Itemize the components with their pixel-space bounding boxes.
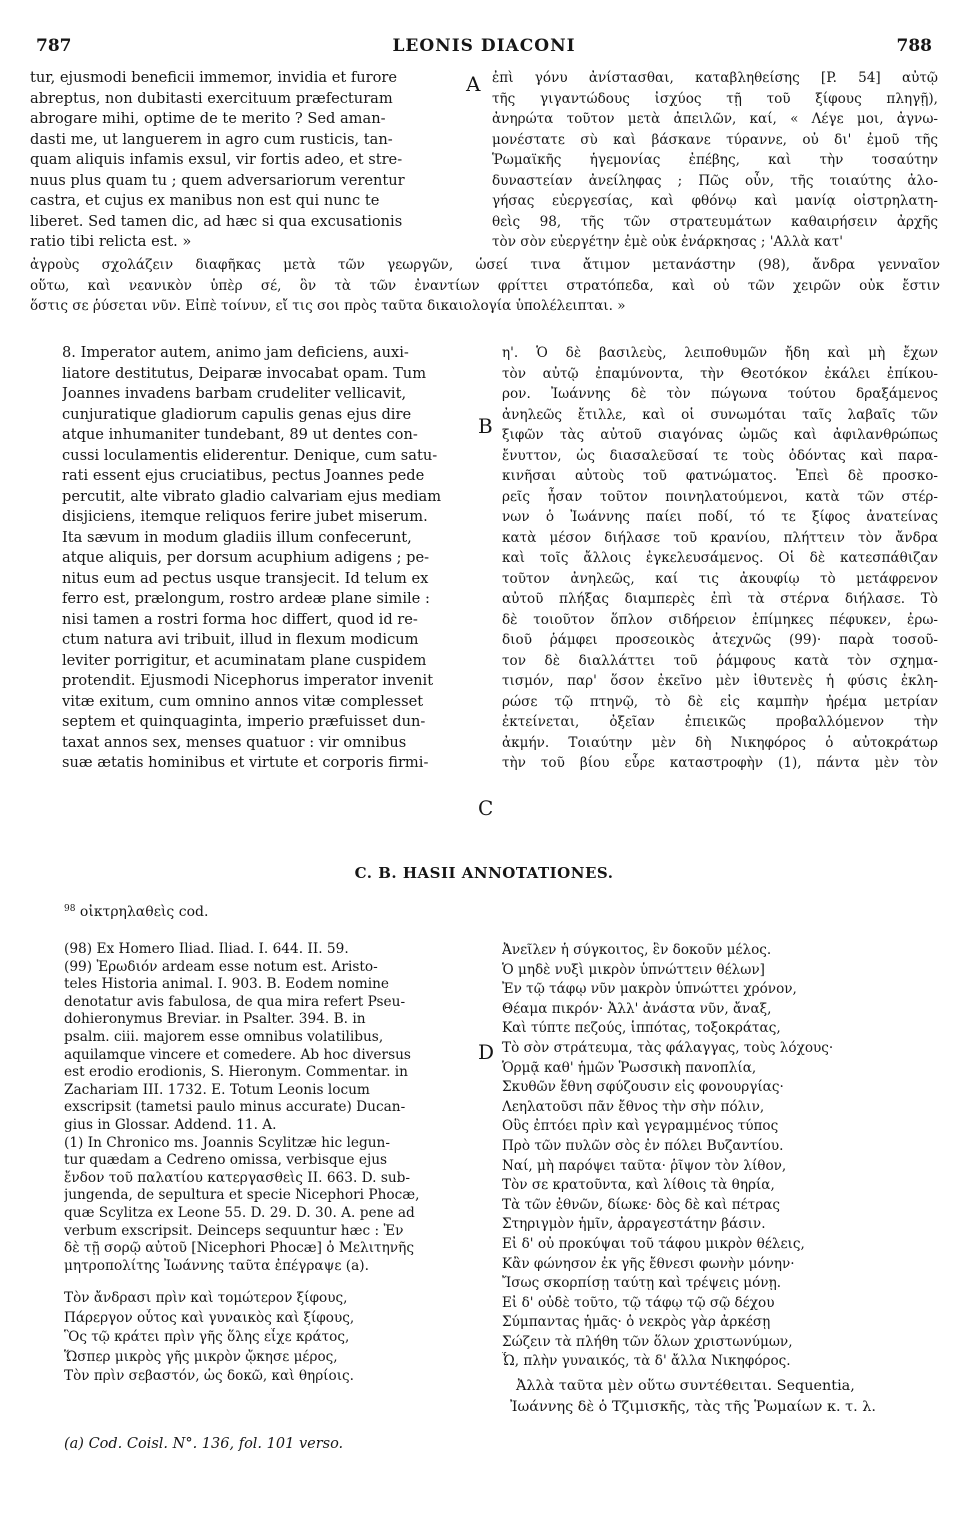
text-line: ξιφῶν τὰς αὐτοῦ σιαγόνας ὠμῶς καὶ ἀφιλανθρώπως [502,427,938,443]
text-line: verbum exscripsit. Deinceps sequuntur hæc : Ἐν [64,1222,404,1239]
text-line: Ita sævum in modum gladiis illum confecerunt, [62,528,412,546]
text-line: ἀνηρώτα τοῦτον μετὰ ἀπειλῶν, καί, « Λέγε μοι, ἀγνω- [492,111,938,127]
text-line: suæ ætatis hominibus et virtute et corporis firmi- [62,754,429,771]
text-line: διοῦ ῥάμφει προσεοικὸς ἀτεχνῶς (99)· παρὰ τοσοῦ- [502,632,938,648]
text-line: (99) Ἐρωδιόν ardeam esse notum est. Aristo- [64,958,378,975]
text-line: vitæ exitum, cum omnino annos vitæ complesset [62,692,424,710]
poem-line: Ναί, μὴ παρόψει ταῦτα· ῥῖψον τὸν λίθον, [502,1157,787,1174]
text-line: ἔνυττον, ὡς διασαλεῦσαί τε τοὺς ὀδόντας καὶ παρα- [502,447,938,464]
poem-line: Τὸ σὸν στράτευμα, τὰς φάλαγγας, τοὺς λόχους· [502,1039,834,1056]
text-line: nisi tamen a rostri forma hoc differt, quod id re- [62,610,418,628]
text-line: αὐτοῦ πλήξας διαμπερὲς ἐπὶ τὰ στέρνα διήλασε. Τὸ [502,591,938,607]
text-line: τὸν σὸν εὐεργέτην ἐμὲ οὐκ ἐνάρκησας ; 'Αλλὰ κατ' [492,234,843,250]
annotations-title: C. B. HASII ANNOTATIONES. [354,864,614,882]
text-line: η'. Ὁ δὲ βασιλεὺς, λειποθυμῶν ἤδη καὶ μὴ ἔχων [502,345,938,361]
text-line: θεὶς 98, τῆς τῶν στρατευμάτων καθαιρήσειν ἀρχῆς [492,213,938,230]
text-line: tur, ejusmodi beneficii immemor, invidia et furore [30,69,398,86]
text-line: ἐπὶ γόνυ ἀνίστασθαι, καταβληθείσης [P. 54] αὐτῷ [492,70,938,86]
poem-line: Ἐν τῷ τάφῳ νῦν μακρὸν ὑπνώττει χρόνον, [502,981,797,998]
text-line: κινῆσαι αὐτοὺς τοῦ φατνώματος. Ἐπεὶ δὲ προσκο- [502,468,938,484]
text-line: ρώσε τῷ πτηνῷ, τὸ δὲ εἰς καμπὴν ἠρέμα μετρίαν [502,693,938,710]
text-line: dasti me, ut languerem in agro cum rusticis, tan- [30,130,393,148]
text-line: μονέστατε σὺ καὶ βάσκανε τύραννε, οὐ δι' ἐμοῦ τῆς [492,131,938,148]
text-line: τον δὲ διαλλάττει τοῦ ῥάμφους κατὰ τὸν σχημα- [502,652,938,669]
text-line: abrogare mihi, optime de te merito ? Sed aman- [30,110,386,127]
page-number-right: 788 [896,36,932,56]
greek-full-width-block [30,255,940,317]
text-line: (1) In Chronico ms. Joannis Scylitzæ hic legun- [64,1134,390,1151]
text-line: atque aliquis, per dorsum acuphium adigens ; pe- [62,549,430,566]
text-line: νων ὁ Ἰωάννης παίει ποδί, τό τε ξίφος ἀνατείνας [502,509,938,525]
running-title: LEONIS DIACONI [392,36,576,56]
text-line: ἔνδον τοῦ παλατίου κατεργασθεὶς II. 663. D. sub- [64,1169,411,1186]
poem-line: Σώζειν τὰ πλήθη τῶν ὅλων χριστωνύμων, [502,1333,793,1350]
text-line: Joannes invadens barbam crudeliter vellicavit, [62,385,407,402]
source-note: (a) Cod. Coisl. N°. 136, fol. 101 verso. [64,1436,344,1452]
poem-line: Ὁρμᾷ καθ' ἡμῶν Ῥωσσικὴ πανοπλία, [502,1059,757,1076]
text-line: (98) Ex Homero Iliad. Iliad. I. 644. II. 59. [64,941,349,957]
text-line: liatore destitutus, Deiparæ invocabat opam. Tum [62,364,427,382]
footnote-text: οἰκτρηλαθεὶς cod. [79,904,209,920]
text-line: taxat annos sex, menses quatuor : vir omnibus [62,733,407,751]
annotations-latin [64,941,472,1275]
text-line: γήσας εὐεργεσίας, καὶ φθόνῳ καὶ μανίᾳ οἰστρηλατη- [492,193,938,209]
poem-line: Ὥσπερ μικρὸς γῆς μικρὸν ᾤκησε μέρος, [64,1348,338,1365]
text-line: rati essent ejus cruciatibus, pectus Joannes pede [62,467,425,484]
footnote-number: 98 [64,904,76,914]
text-line: καὶ τοῖς ἄλλοις ἐγκελευσάμενος. Οἱ δὲ κατεσπάθιζαν [502,550,938,566]
text-line: ἀκμήν. Τοιαύτην μὲν δὴ Νικηφόρος ὁ αὐτοκράτωρ [502,734,938,751]
margin-letter-c: C [478,796,494,820]
poem-line: Ἴσως σκορπίσῃ ταύτῃ καὶ τρέψεις μόνῃ. [502,1275,782,1292]
margin-letter-a: A [466,72,481,96]
text-line: est erodio erodionis, S. Hieronym. Commentar. in [64,1064,408,1081]
text-line: δὲ τῇ σορῷ αὐτοῦ [Nicephori Phocæ] ὁ Μελιτηνῆς [64,1240,414,1257]
text-line: μητροπολίτης Ἰωάννης ταῦτα ἐπέγραψε (a). [64,1257,369,1274]
poem-line: Στηριγμὸν ἡμῖν, ἀρραγεστάτην βάσιν. [502,1216,766,1233]
text-line: Ἰωάννης δὲ ὁ Τζιμισκῆς, τὰς τῆς Ῥωμαίων κ. τ. λ. [510,1398,876,1415]
text-line: denotatur avis fabulosa, de qua mira refert Pseu- [64,993,406,1010]
text-line: Ἀλλὰ ταῦτα μὲν οὕτω συντέθειται. Sequentia, [516,1378,855,1394]
text-line: nitus eum ad pectus usque transjecit. Id telum ex [62,569,429,587]
section-8-latin [62,343,472,774]
text-line: cussi loculamentis eliderentur. Denique, cum satu- [62,446,438,464]
section-8-greek [502,343,938,774]
poem-line: Τὰ τῶν ἐθνῶν, δίωκε· δὸς δὲ καὶ πέτρας [502,1196,780,1213]
text-line: quæ Scylitza ex Leone 55. D. 29. D. 30. A. pene ad [64,1204,415,1221]
margin-letter-d: D [478,1040,495,1064]
text-line: ἀνηλεῶς ἔτιλλε, καὶ οἱ συνωμόται ταῖς λαβαῖς τῶν [502,406,938,423]
text-line: gius in Glossar. Addend. 11. A. [64,1116,277,1133]
text-line: abreptus, non dubitasti exercituum præfecturam [30,89,393,107]
page-header [36,36,932,60]
top-latin-column [30,68,470,253]
text-line: ratio tibi relicta est. » [30,233,192,250]
text-line: δυναστείαν ἀνείληφας ; Πῶς οὖν, τῆς τοιαύτης ἀλο- [492,172,938,189]
text-line: jungenda, de sepultura et specie Nicephori Phocæ, [64,1187,420,1204]
poem-line: Λεηλατοῦσι πᾶν ἔθνος τὴν σὴν πόλιν, [502,1098,765,1115]
text-line: Ῥωμαϊκῆς ἡγεμονίας ἐπέβης, καὶ τὴν τοσαύτην [492,152,938,168]
text-line: castra, et cujus ex manibus non est qui nunc te [30,192,380,209]
text-line: τισμόν, παρ' ὅσον ἐκεῖνο μὲν ἰθυτενὲς ἡ φύσις ἐκλη- [502,673,938,689]
text-line: ἀγροὺς σχολάζειν διαφῆκας μετὰ τῶν γεωργῶν, ὡσεί τινα ἄτιμον μετανάστην (98), ἄνδρα γενναῖον [30,257,940,273]
text-line: Zachariam III. 1732. E. Totum Leonis locum [64,1081,370,1098]
top-greek-column [492,68,938,253]
poem-line: Πάρεργον οὗτος καὶ γυναικὸς καὶ ξίφους, [64,1309,355,1326]
text-line: τοῦτον ἀνηλεῶς, καί τις ἀκουφίῳ τὸ μετάφρενον [502,570,938,587]
text-line: percutit, alte vibrato gladio calvariam ejus mediam [62,487,442,505]
poem-line: Ὦ, πλὴν γυναικός, τὰ δ' ἄλλα Νικηφόρος. [502,1353,791,1370]
page-number-left: 787 [36,36,72,56]
text-line: ρον. Ἰωάννης δὲ τὸν πώγωνα τούτου δραξάμενος [502,386,938,402]
poem-line: Σκυθῶν ἔθνη σφύζουσιν εἰς φονουργίας· [502,1079,784,1096]
text-line: protendit. Ejusmodi Nicephorus imperator invenit [62,672,434,689]
text-line: τὸν αὐτῷ ἐπαμύνοντα, τὴν Θεοτόκον ἐκάλει ἐπίκου- [502,365,938,382]
poem-line: Πρὸ τῶν πυλῶν σὸς ἐν πόλει Βυζαντίου. [502,1137,784,1154]
text-line: atque inhumaniter tundebant, 89 ut dentes con- [62,426,418,443]
poem-line: Θέαμα πικρόν· Ἀλλ' ἀνάστα νῦν, ἄναξ, [502,1000,772,1017]
text-line: ctum natura avi tribuit, illud in flexum modicum [62,631,419,648]
text-line: liberet. Sed tamen dic, ad hæc si qua excusationis [30,212,403,230]
text-line: nuus plus quam tu ; quem adversariorum verentur [30,171,405,189]
text-line: teles Historia animal. I. 903. B. Eodem nomine [64,976,389,993]
text-line: ρεῖς ἦσαν τοῦτον ποινηλατούμενοι, κατὰ τῶν στέρ- [502,488,938,505]
poem-line: Τὸν ἄνδρασι πρὶν καὶ τομώτερον ξίφους, [64,1290,348,1306]
poem-line: Ὁ μηδὲ νυξὶ μικρὸν ὑπνώττειν θέλων] [502,961,765,978]
text-line: οὕτω, καὶ νεανικὸν ὑπὲρ σέ, ὃν τὰ τῶν ἐναντίων φρίττει στρατόπεδα, καὶ οὐ τῶν χειρῶν οὐκ ἔστιν [30,277,940,294]
text-line: tur quædam a Cedreno omissa, verbisque ejus [64,1152,388,1169]
text-line: exscripsit (tametsi paulo minus accurate) Ducan- [64,1099,406,1116]
text-line: δὲ τοιοῦτον ὅπλον σιδήρειον ἐπίμηκες πέφυκεν, ἐρω- [502,611,938,628]
poem-line: Τὸν σε κρατοῦντα, καὶ λίθοις τὰ θηρία, [502,1177,775,1194]
poem-line: Εἰ δ' οὐ προκύψαι τοῦ τάφου μικρὸν θέλεις, [502,1235,805,1252]
poem-line: Ἀνεῖλεν ἡ σύγκοιτος, ἓν δοκοῦν μέλος. [502,942,772,958]
text-line: τῆς γιγαντώδους ἰσχύος τῇ τοῦ ξίφους πληγῇ), [492,90,938,107]
text-line: disjiciens, itemque reliquos ferire jubet miserum. [62,508,428,525]
text-line: dohieronymus Breviar. in Psalter. 394. B. in [64,1011,366,1028]
text-line: septem et quinquaginta, imperio præfuisset dun- [62,713,426,730]
text-line: ἐκτείνεται, ὀξεῖαν ἐπιεικῶς προβαλλόμενον τὴν [502,714,938,730]
text-line: quam aliquis infamis exsul, vir fortis adeo, et stre- [30,151,403,168]
poem-line: Σύμπαντας ἡμᾶς· ὁ νεκρὸς γὰρ ἀρκέσῃ [502,1314,771,1331]
text-line: ferro est, prælongum, rostro ardeæ plane simile : [62,590,430,607]
poem-line: Κἂν φώνησον ἐκ γῆς ἔθνεσι φωνὴν μόνην· [502,1255,795,1272]
poem-line: Οὓς ἐπτόει πρὶν καὶ γεγραμμένος τύπος [502,1118,779,1135]
text-line: τὴν τοῦ βίου εὗρε καταστροφὴν (1), πάντα μὲν τὸν [502,755,938,771]
text-line: κατὰ μέσον διήλασε τοῦ κρανίου, πλήττειν τὸν ἄνδρα [502,529,938,546]
text-line: ὅστις σε ῥύσεται νῦν. Εἰπὲ τοίνυν, εἴ τις σοι πρὸς ταῦτα δικαιολογία ὑπολέλειπται. » [30,298,626,314]
poem-line: Τὸν πρὶν σεβαστόν, ὡς δοκῶ, καὶ θηρίοις. [64,1368,354,1385]
text-line: aquilamque vincere et comedere. Ab hoc diversus [64,1046,411,1063]
text-line: leviter porrigitur, et acuminatam plane cuspidem [62,651,427,669]
poem-line: Ὃς τῷ κράτει πρὶν γῆς ὅλης εἶχε κράτος, [64,1329,350,1346]
text-line: psalm. ciii. majorem esse omnibus volatilibus, [64,1028,384,1045]
poem-line: Καὶ τύπτε πεζούς, ἱππότας, τοξοκράτας, [502,1020,781,1037]
poem-line: Εἰ δ' οὐδὲ τοῦτο, τῷ τάφῳ τῷ σῷ δέχου [502,1294,775,1311]
margin-letter-b: B [478,414,493,438]
text-line: cunjuratique gladiorum capulis genas ejus dire [62,405,412,423]
sequentia-note [510,1376,940,1417]
text-line: 8. Imperator autem, animo jam deficiens, auxi- [62,344,409,361]
footnote-98 [64,904,208,920]
poem-left [64,1289,474,1387]
poem-right [502,941,938,1372]
